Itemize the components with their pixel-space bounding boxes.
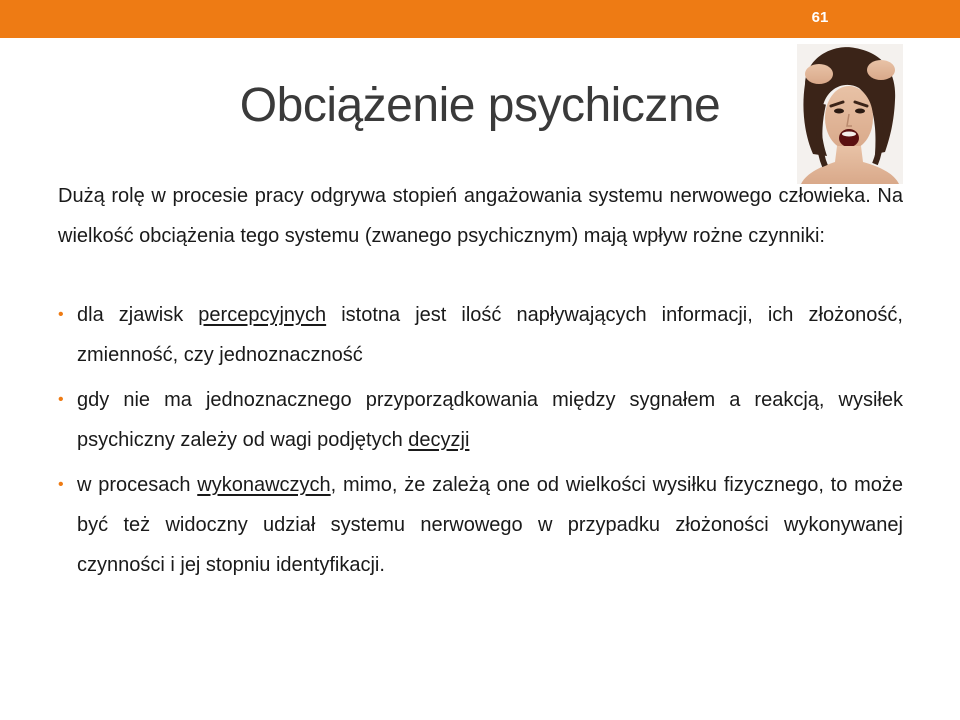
bullet-icon: • [58, 476, 64, 493]
intro-paragraph: Dużą rolę w procesie pracy odgrywa stopień angażowania systemu nerwowego człowieka. Na wielkość obciążenia tego systemu (zwanego psychicznym) mają wpływ rożne czynniki: [58, 185, 903, 247]
underlined-term: decyzji [408, 429, 470, 451]
bullet-list [58, 295, 903, 585]
bullet-text-after: istotna jest ilość napływających informacji, ich złożoność, zmienność, czy jednoznaczność [77, 304, 903, 366]
list-item [58, 295, 903, 375]
bullet-text-before: dla zjawisk [77, 304, 199, 326]
underlined-term: percepcyjnych [198, 304, 327, 326]
top-accent-bar [0, 0, 960, 38]
list-item [58, 465, 903, 585]
bullet-text-before: w procesach [77, 474, 198, 496]
underlined-term: wykonawczych [197, 474, 331, 496]
bullet-text-after: , mimo, że zależą one od wielkości wysiłku fizycznego, to może być też widoczny udział systemu nerwowego w przypadku złożoności wykonywanej czynności i jej stopniu identyfikacji. [77, 474, 903, 576]
bullet-text-before: gdy nie ma jednoznacznego przyporządkowania między sygnałem a reakcją, wysiłek psychiczny zależy od wagi podjętych [77, 389, 903, 451]
bullet-icon: • [58, 391, 64, 408]
page-title: Obciążenie psychiczne [239, 79, 721, 132]
page-number: 61 [811, 9, 829, 26]
list-item [58, 380, 903, 460]
slide-content [58, 176, 903, 590]
bullet-icon: • [58, 306, 64, 323]
